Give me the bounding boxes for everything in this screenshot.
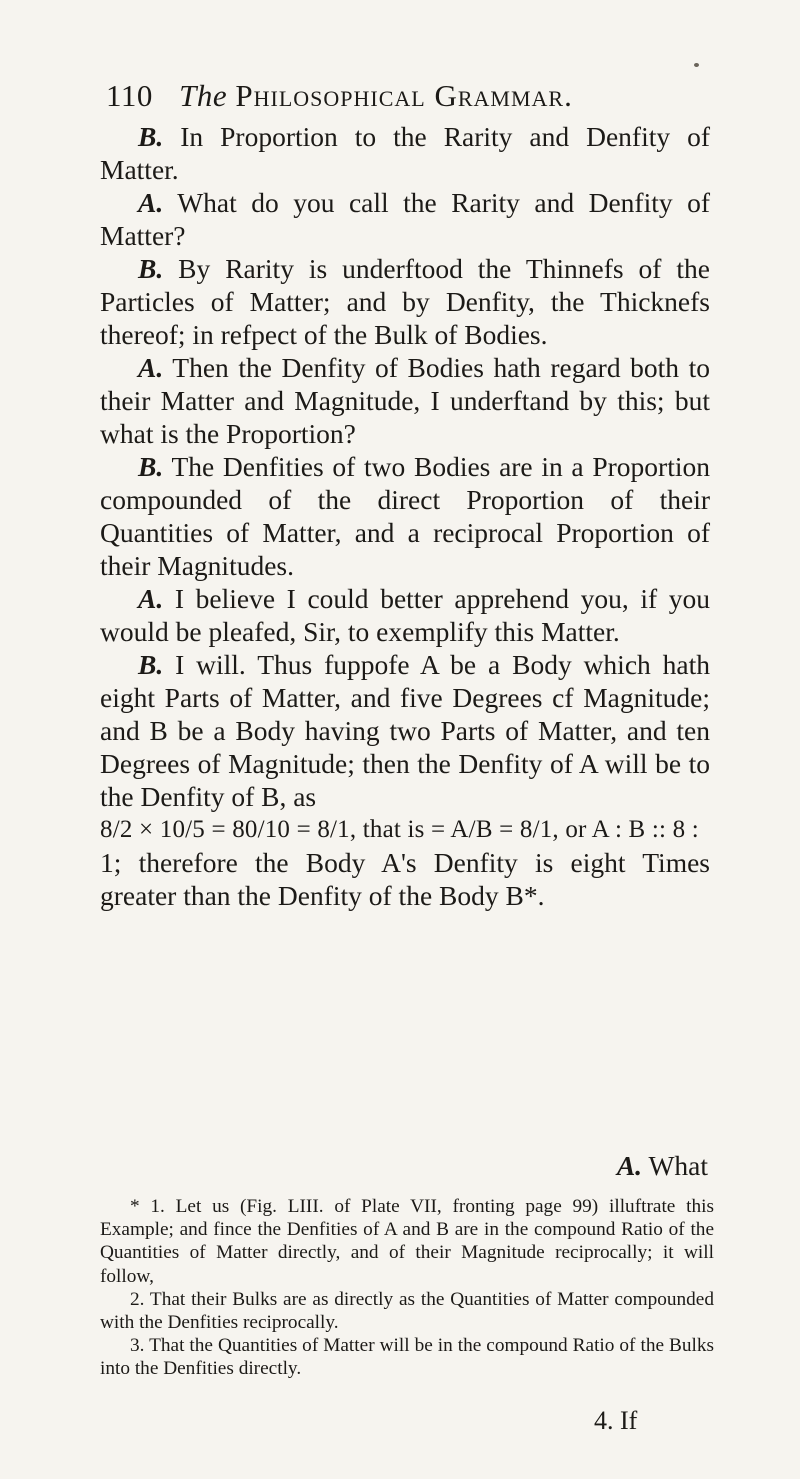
paragraph-text: What do you call the Rarity and Denfity of Matter?: [100, 187, 710, 251]
catchword-text: What: [648, 1150, 708, 1181]
footnote: 2. That their Bulks are as directly as the Quantities of Matter compounded with the Denfities reciprocally.: [100, 1288, 714, 1334]
paragraph-text: I believe I could better apprehend you, if you would be pleafed, Sir, to exemplify this Matter.: [100, 583, 711, 647]
speaker-label: A.: [138, 583, 164, 614]
speaker-label: B.: [138, 451, 164, 482]
speaker-label: A.: [138, 187, 164, 218]
footnote: * 1. Let us (Fig. LIII. of Plate VII, fronting page 99) illuftrate this Example; and fince the Denfities of A and B are in the compound Ratio of the Quantities of Matter directly, and of their Magnitude reciprocally; it will follow,: [100, 1196, 714, 1287]
footnote: 3. That the Quantities of Matter will be in the compound Ratio of the Bulks into the Denfities directly.: [100, 1335, 714, 1380]
footnotes: [100, 1195, 714, 1381]
paragraph-text: In Proportion to the Rarity and Denfity of Matter.: [100, 121, 711, 185]
dialogue-paragraph: [100, 450, 710, 582]
next-page-catchword: 4. If: [594, 1406, 638, 1435]
catchword: [617, 1150, 708, 1182]
speaker-label: B.: [138, 253, 164, 284]
main-text: [100, 120, 710, 912]
formula-line: 8/2 × 10/5 = 80/10 = 8/1, that is = A/B = 8/1, or A : B :: 8 :: [100, 816, 699, 843]
paragraph-text: By Rarity is underftood the Thinnefs of the Particles of Matter; and by Denfity, the Thicknefs thereof; in refpect of the Bulk of Bodies.: [100, 253, 710, 350]
paragraph-text: Then the Denfity of Bodies hath regard both to their Matter and Magnitude, I underftand by this; but what is the Proportion?: [100, 352, 710, 449]
speaker-label: B.: [138, 121, 164, 152]
page-number: 110: [106, 78, 153, 113]
dialogue-paragraph: [100, 120, 710, 186]
paragraph-text: I will. Thus fuppofe A be a Body which hath eight Parts of Matter, and five Degrees cf Magnitude; and B be a Body having two Parts of Matter, and ten Degrees of Magnitude; then the Denfity of A will be to the Denfity of B, as: [100, 649, 711, 812]
header-title: Philosophical Grammar.: [235, 78, 573, 113]
running-header: [106, 78, 706, 114]
formula-continuation: 1; therefore the Body A's Denfity is eight Times greater than the Denfity of the Body B*.: [100, 847, 710, 911]
speaker-label: B.: [138, 649, 164, 680]
dialogue-paragraph: [100, 582, 710, 648]
speaker-label: A.: [138, 352, 164, 383]
dialogue-paragraph: [100, 648, 710, 813]
paragraph-text: The Denfities of two Bodies are in a Proportion compounded of the direct Proportion of their Quantities of Matter, and a reciprocal Proportion of their Magnitudes.: [100, 451, 710, 581]
header-article: The: [179, 78, 228, 113]
dialogue-paragraph: [100, 252, 710, 351]
catchword-speaker: A.: [616, 1150, 643, 1181]
ink-speck: [694, 63, 699, 67]
dialogue-paragraph: [100, 186, 710, 252]
dialogue-paragraph: [100, 351, 710, 450]
